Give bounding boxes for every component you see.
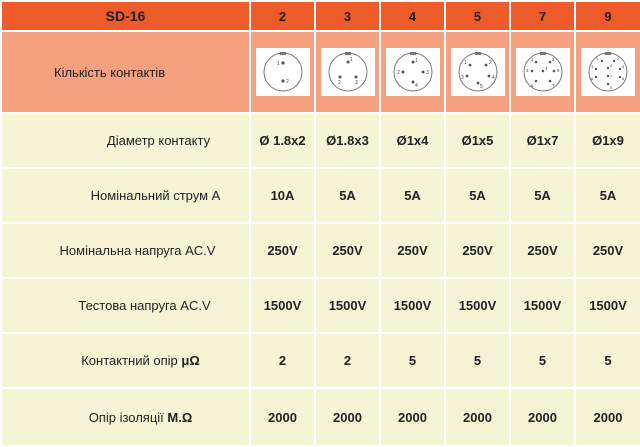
connector-cell (575, 31, 640, 113)
table-cell: 250V (445, 223, 510, 278)
table-cell: 5 (445, 333, 510, 388)
column-header: 3 (315, 1, 380, 31)
table-cell: 1500V (510, 278, 575, 333)
table-cell: Ø1.8x3 (315, 113, 380, 168)
table-cell: 2 (315, 333, 380, 388)
table-cell: Ø1x4 (380, 113, 445, 168)
pin-label: 5 (479, 84, 483, 90)
pins-row-label: Кількість контактів (1, 31, 250, 113)
row-label-cell (1, 333, 250, 388)
row-unit: μΩ (181, 353, 200, 368)
pin-label: 5 (622, 64, 625, 69)
table-cell: 1500V (575, 278, 640, 333)
table-cell: 10A (250, 168, 315, 223)
pin-label: 1 (596, 56, 599, 61)
table-cell: 5 (575, 333, 640, 388)
connector-7pin-icon (515, 47, 571, 97)
table-cell: 2000 (445, 388, 510, 446)
spec-row-test-voltage (1, 278, 640, 333)
pin-label: 4 (491, 75, 495, 81)
spec-row-contact-diameter (1, 113, 640, 168)
table-cell: 250V (380, 223, 445, 278)
table-cell: 2000 (575, 388, 640, 446)
connector-5pin-icon (450, 47, 506, 97)
pin-label: 9 (610, 85, 613, 90)
spec-row-insulation-resistance (1, 388, 640, 446)
pin-label: 3 (460, 75, 464, 81)
table-cell: 2 (250, 333, 315, 388)
connector-cell (445, 31, 510, 113)
spec-row-contact-resistance (1, 333, 640, 388)
header-row (1, 1, 640, 31)
table-cell: 5 (380, 333, 445, 388)
pin-label: 2 (488, 60, 492, 66)
spec-row-rated-voltage (1, 223, 640, 278)
table-cell: 5 (510, 333, 575, 388)
table-cell: 1500V (315, 278, 380, 333)
pin-label: 1 (463, 60, 467, 66)
pin-label: 1 (349, 57, 353, 63)
pin-label: 2 (617, 56, 620, 61)
pin-label: 1 (414, 58, 418, 64)
pin-label: 3 (425, 70, 429, 76)
column-header: 4 (380, 1, 445, 31)
column-header: 9 (575, 1, 640, 31)
pin-label: 1 (276, 61, 280, 67)
table-cell: 2000 (380, 388, 445, 446)
table-cell: 5A (380, 168, 445, 223)
table-cell: 250V (250, 223, 315, 278)
pin-label: 4 (414, 83, 418, 89)
connector-4pin-icon (385, 47, 441, 97)
table-cell: Ø1x9 (575, 113, 640, 168)
table-cell: 5A (445, 168, 510, 223)
column-header: 7 (510, 1, 575, 31)
connector-cell (380, 31, 445, 113)
table-cell: Ø 1.8x2 (250, 113, 315, 168)
pin-label: 3 (591, 64, 594, 69)
pin-label: 6 (591, 76, 594, 81)
table-cell: 1500V (380, 278, 445, 333)
row-label: Номінальний струм A (1, 168, 250, 223)
column-header: 2 (250, 1, 315, 31)
table-cell: 1500V (445, 278, 510, 333)
row-label: Опір ізоляції (88, 409, 164, 425)
table-cell: 1500V (250, 278, 315, 333)
pin-label: 2 (551, 57, 555, 62)
pin-label: 5 (556, 68, 560, 73)
column-header: 5 (445, 1, 510, 31)
pin-label: 2 (396, 70, 400, 76)
table-cell: 250V (510, 223, 575, 278)
connector-cell (250, 31, 315, 113)
pin-label: 4 (610, 63, 613, 68)
table-cell: Ø1x7 (510, 113, 575, 168)
spec-row-rated-current (1, 168, 640, 223)
model-name: SD-16 (1, 1, 250, 31)
pin-label: 1 (530, 57, 534, 62)
row-label: Контактний опір (81, 353, 178, 368)
connector-3pin-icon (320, 47, 376, 97)
pin-label: 3 (525, 68, 529, 73)
row-unit: M.Ω (167, 409, 193, 425)
pin-label: 7 (610, 74, 613, 79)
row-label-cell (1, 388, 250, 446)
table-cell: 2000 (510, 388, 575, 446)
pin-label: 6 (530, 83, 534, 88)
pin-label: 8 (622, 76, 625, 81)
pins-row (1, 31, 640, 113)
row-label: Тестова напруга AC.V (1, 278, 250, 333)
row-label: Номінальна напруга AC.V (1, 223, 250, 278)
connector-2pin-icon (255, 47, 311, 97)
connector-9pin-icon (580, 47, 636, 97)
table-cell: 250V (315, 223, 380, 278)
table-cell: 2000 (315, 388, 380, 446)
table-cell: 5A (510, 168, 575, 223)
connector-cell (510, 31, 575, 113)
pin-label: 2 (337, 80, 341, 86)
pin-label: 7 (551, 83, 555, 88)
pin-label: 3 (354, 80, 358, 86)
table-cell: 2000 (250, 388, 315, 446)
pin-label: 4 (544, 66, 548, 71)
row-label: Діаметр контакту (1, 113, 250, 168)
table-cell: 250V (575, 223, 640, 278)
pin-label: 2 (285, 79, 289, 85)
table-cell: 5A (315, 168, 380, 223)
table-cell: Ø1x5 (445, 113, 510, 168)
table-cell: 5A (575, 168, 640, 223)
connector-cell (315, 31, 380, 113)
